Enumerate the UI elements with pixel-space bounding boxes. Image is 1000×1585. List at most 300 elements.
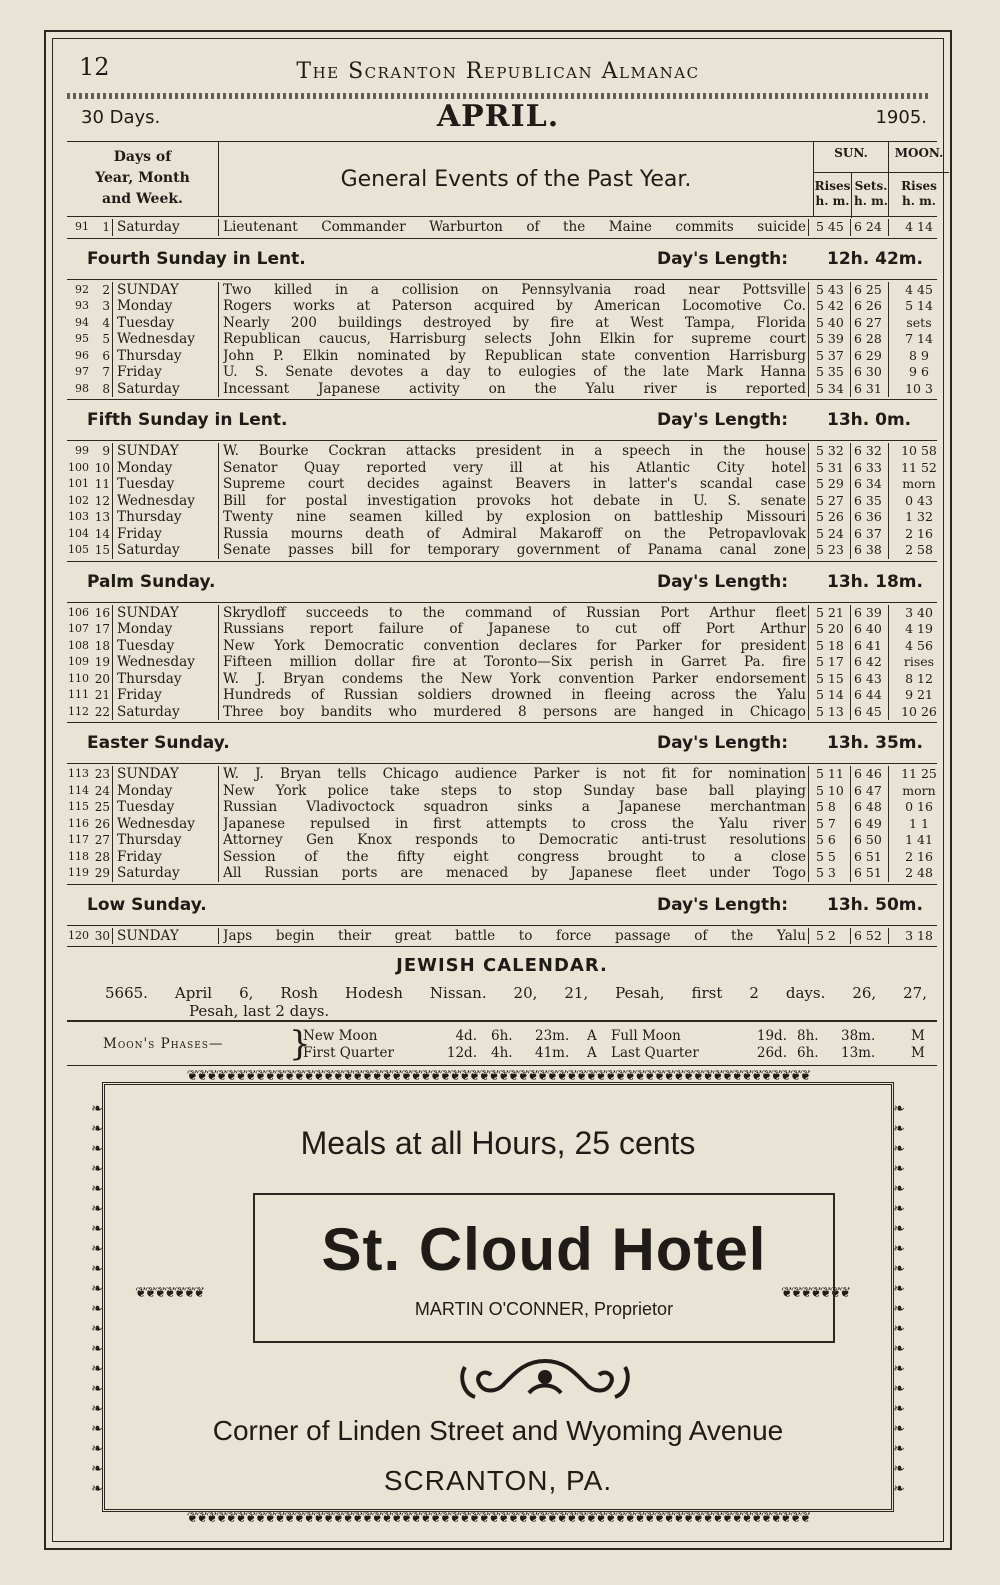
event-text: Two killed in a collision on Pennsylvania road near Pottsville <box>223 282 809 299</box>
calendar-row <box>67 783 937 800</box>
calendar-row <box>67 315 937 332</box>
weekday: Thursday <box>117 348 219 365</box>
weekday: Wednesday <box>117 816 219 833</box>
event-text: Twenty nine seamen killed by explosion on battleship Missouri <box>223 509 809 526</box>
day-of-year: 116 <box>68 816 89 830</box>
day-of-month: 24 <box>89 783 113 800</box>
hotel-name: St. Cloud Hotel <box>321 1216 767 1283</box>
day-of-month: 20 <box>89 671 113 688</box>
day-of-year: 103 <box>68 510 89 523</box>
almanac-page <box>44 30 952 1550</box>
calendar-row <box>67 687 937 704</box>
almanac-title: The Scranton Republican Almanac <box>296 59 700 84</box>
day-of-month: 2 <box>89 282 113 299</box>
weekday: Monday <box>117 298 219 315</box>
moon-rises: 2 48 <box>905 865 933 880</box>
moon-label: MOON. <box>894 146 944 160</box>
sun-rises: 5 8 <box>813 799 851 816</box>
day-length-label: Day's Length: <box>657 894 789 915</box>
sun-rises: 5 3 <box>813 865 851 882</box>
weekday: Tuesday <box>117 799 219 816</box>
moon-rises: 0 43 <box>905 492 933 508</box>
moon-phase-hours-left <box>491 1028 513 1062</box>
moon-phase-ampm-left <box>587 1028 597 1062</box>
day-of-year: 102 <box>68 493 89 507</box>
sun-sets: 6 52 <box>851 928 889 945</box>
weekday: Monday <box>117 621 219 638</box>
day-of-month: 8 <box>89 381 113 398</box>
days-header-line: Year, Month <box>95 170 190 186</box>
event-text: Lieutenant Commander Warburton of the Maine commits suicide <box>223 219 809 236</box>
calendar-row <box>67 348 937 365</box>
new-moon-minute: 23m. <box>535 1028 570 1044</box>
day-of-month: 15 <box>89 542 113 559</box>
sunday-heading <box>67 722 937 764</box>
calendar-row <box>67 476 937 493</box>
calendar-row <box>67 509 937 526</box>
event-text: Session of the fifty eight congress brought to a close <box>223 849 809 866</box>
sun-rises: 5 15 <box>813 671 851 688</box>
moon-column-header <box>889 142 949 216</box>
sun-rises: 5 40 <box>813 315 851 332</box>
days-header-line: and Week. <box>102 191 183 207</box>
sunday-name: Easter Sunday. <box>87 733 230 753</box>
moon-rises: 9 6 <box>909 364 929 379</box>
sun-label: SUN. <box>834 146 868 160</box>
month-line <box>53 97 943 141</box>
full-moon-hour: 8h. <box>797 1028 819 1044</box>
moon-rises: morn <box>902 782 936 798</box>
event-text: Skrydloff succeeds to the command of Russian Port Arthur fleet <box>223 605 809 622</box>
jewish-calendar-line: Pesah, last 2 days. <box>189 1002 330 1020</box>
scroll-ornament-icon <box>455 1353 635 1403</box>
day-of-month: 22 <box>89 704 113 721</box>
moon-rises: 1 41 <box>905 832 933 847</box>
day-of-year: 94 <box>75 315 89 329</box>
calendar-row <box>67 799 937 816</box>
proprietor-line: MARTIN O'CONNER, Proprietor <box>414 1299 674 1319</box>
sun-sets: 6 50 <box>851 832 889 849</box>
moon-phases <box>67 1020 937 1066</box>
sun-sets: 6 26 <box>851 298 889 315</box>
sunday-name: Fourth Sunday in Lent. <box>87 248 306 269</box>
sun-sets: 6 34 <box>851 476 889 493</box>
first-quarter-hour: 4h. <box>491 1045 513 1061</box>
event-text: Three boy bandits who murdered 8 persons are hanged in Chicago <box>223 704 809 721</box>
sun-sets: 6 25 <box>851 282 889 299</box>
calendar-row <box>67 331 937 348</box>
event-text: Russians report failure of Japanese to cut off Port Arthur <box>223 621 809 638</box>
last-quarter-ampm: M <box>911 1045 925 1061</box>
sun-rises: 5 17 <box>813 654 851 671</box>
day-of-year: 108 <box>68 638 89 652</box>
day-of-month: 14 <box>89 526 113 543</box>
brace-icon: } <box>289 1024 311 1064</box>
day-of-month: 16 <box>89 605 113 622</box>
weekday: Saturday <box>117 865 219 882</box>
sun-sets: 6 27 <box>851 315 889 332</box>
jewish-calendar <box>67 946 937 1020</box>
new-moon-day: 4d. <box>455 1028 477 1044</box>
last-quarter-minute: 13m. <box>841 1045 876 1061</box>
moon-rises: sets <box>906 314 932 330</box>
calendar-body <box>67 217 937 946</box>
moon-rises: 2 58 <box>905 542 933 557</box>
sun-rises: 5 10 <box>813 783 851 800</box>
event-text: All Russian ports are menaced by Japanese fleet under Togo <box>223 865 809 882</box>
day-of-year: 105 <box>68 543 89 556</box>
day-length-value: 13h. 50m. <box>827 894 923 915</box>
calendar-row <box>67 381 937 398</box>
weekday: Friday <box>117 526 219 543</box>
sets-units: h. m. <box>854 194 888 208</box>
moon-phases-label: Moon's Phases— <box>103 1036 224 1052</box>
day-length-value: 12h. 42m. <box>827 248 923 269</box>
day-of-year: 98 <box>75 381 89 395</box>
hotel-name-box <box>253 1193 835 1343</box>
moon-rises: 11 25 <box>901 766 937 781</box>
day-length-value: 13h. 0m. <box>827 410 912 430</box>
event-text: Russian Vladivoctock squadron sinks a Japanese merchantman <box>223 799 809 816</box>
sun-rises: 5 32 <box>813 443 851 460</box>
weekday: SUNDAY <box>117 766 219 783</box>
weekday: Wednesday <box>117 654 219 671</box>
rises-header <box>814 172 852 218</box>
sun-sets: 6 42 <box>851 654 889 671</box>
moon-rises: 4 14 <box>905 219 933 234</box>
day-of-month: 9 <box>89 443 113 460</box>
sun-rises: 5 2 <box>813 928 851 945</box>
day-of-year: 93 <box>75 299 89 312</box>
day-of-month: 28 <box>89 849 113 866</box>
moon-rises: 4 19 <box>905 621 933 636</box>
sun-sets: 6 51 <box>851 849 889 866</box>
moon-rises: 1 32 <box>905 509 933 524</box>
event-text: New York police take steps to stop Sunday base ball playing <box>223 783 809 800</box>
moon-phase-minutes-left <box>535 1028 569 1062</box>
sun-sets: 6 32 <box>851 443 889 460</box>
full-moon-minute: 38m. <box>841 1028 876 1044</box>
day-of-year: 118 <box>68 849 89 863</box>
jewish-calendar-text <box>105 984 927 1020</box>
sunday-heading <box>67 399 937 441</box>
days-header-line: Days of <box>113 149 172 165</box>
weekday: Thursday <box>117 671 219 688</box>
sun-sets: 6 36 <box>851 509 889 526</box>
calendar-row <box>67 816 937 833</box>
weekday: Thursday <box>117 832 219 849</box>
day-of-year: 117 <box>68 833 89 846</box>
week-rows <box>67 280 937 400</box>
sunday-name: Palm Sunday. <box>87 571 216 592</box>
sun-rises: 5 45 <box>813 219 851 236</box>
moon-rises: 10 58 <box>901 443 937 458</box>
event-text: New York Democratic convention declares for Parker for president <box>223 638 809 655</box>
week-rows <box>67 603 937 723</box>
week-rows <box>67 926 937 947</box>
moon-rises: 8 9 <box>909 347 929 363</box>
moon-phase-names-right <box>611 1028 699 1062</box>
running-head <box>63 49 933 89</box>
day-of-year: 107 <box>68 622 89 635</box>
weekday: Wednesday <box>117 331 219 348</box>
event-text: Rogers works at Paterson acquired by American Locomotive Co. <box>223 298 809 315</box>
day-of-year: 112 <box>68 704 89 718</box>
day-of-year: 106 <box>68 605 89 619</box>
day-of-month: 17 <box>89 621 113 638</box>
sun-rises: 5 42 <box>813 298 851 315</box>
sun-sets: 6 38 <box>851 542 889 559</box>
weekday: Saturday <box>117 219 219 236</box>
moon-rises: 2 16 <box>905 525 933 541</box>
moon-rises-units: h. m. <box>902 194 936 208</box>
day-of-year: 115 <box>68 800 89 813</box>
calendar-row <box>67 654 937 671</box>
weekday: SUNDAY <box>117 605 219 622</box>
last-quarter-name: Last Quarter <box>611 1045 699 1061</box>
sun-sets: 6 35 <box>851 493 889 510</box>
weekday: Tuesday <box>117 638 219 655</box>
event-text: W. J. Bryan condems the New York convention Parker endorsement <box>223 671 809 688</box>
sun-sets: 6 24 <box>851 219 889 236</box>
sun-rises: 5 7 <box>813 816 851 833</box>
calendar-row <box>67 443 937 460</box>
day-of-year: 92 <box>75 282 89 296</box>
event-text: Senator Quay reported very ill at his Atlantic City hotel <box>223 460 809 477</box>
weekday: SUNDAY <box>117 443 219 460</box>
jewish-calendar-line: 5665. April 6, Rosh Hodesh Nissan. 20, 21, Pesah, first 2 days. 26, 27, <box>105 984 927 1002</box>
moon-rises: 3 18 <box>905 927 933 943</box>
weekday: SUNDAY <box>117 282 219 299</box>
sun-sets: 6 37 <box>851 526 889 543</box>
event-text: Fifteen million dollar fire at Toronto—Six perish in Garret Pa. fire <box>223 654 809 671</box>
moon-rises: 5 14 <box>905 298 933 313</box>
days-count: 30 Days. <box>81 107 161 128</box>
moon-rises: 10 26 <box>901 703 937 719</box>
moon-rises: 4 56 <box>905 637 933 653</box>
sun-rises: 5 27 <box>813 493 851 510</box>
day-of-month: 7 <box>89 364 113 381</box>
moon-rises: 0 16 <box>905 799 933 814</box>
day-of-month: 10 <box>89 460 113 477</box>
sun-rises: 5 14 <box>813 687 851 704</box>
sun-rises: 5 11 <box>813 766 851 783</box>
sun-rises: 5 29 <box>813 476 851 493</box>
sunday-name: Fifth Sunday in Lent. <box>87 410 288 430</box>
day-length-value: 13h. 18m. <box>827 571 923 592</box>
first-quarter-ampm: A <box>587 1045 597 1061</box>
weekday: Saturday <box>117 542 219 559</box>
sun-column-header <box>813 142 889 216</box>
weekday: Friday <box>117 364 219 381</box>
meals-line: Meals at all Hours, 25 cents <box>300 1125 696 1161</box>
event-text: Hundreds of Russian soldiers drowned in fleeing across the Yalu <box>223 687 809 704</box>
events-column-header: General Events of the Past Year. <box>340 167 692 192</box>
last-quarter-hour: 6h. <box>797 1045 819 1061</box>
moon-rises: morn <box>902 476 936 491</box>
sun-rises: 5 13 <box>813 704 851 721</box>
day-length-label: Day's Length: <box>657 410 789 430</box>
sun-rises: 5 21 <box>813 605 851 622</box>
column-header <box>67 141 944 217</box>
event-text: Japs begin their great battle to force passage of the Yalu <box>223 928 809 945</box>
weekday: Saturday <box>117 381 219 398</box>
sun-rises: 5 37 <box>813 348 851 365</box>
day-of-year: 100 <box>68 460 89 474</box>
day-of-month: 12 <box>89 493 113 510</box>
day-of-year: 99 <box>75 444 89 457</box>
sun-sets: 6 30 <box>851 364 889 381</box>
sun-sets: 6 28 <box>851 331 889 348</box>
weekday: SUNDAY <box>117 928 219 945</box>
day-of-month: 18 <box>89 638 113 655</box>
day-of-month: 21 <box>89 687 113 704</box>
day-length-value: 13h. 35m. <box>827 733 923 753</box>
sun-sets: 6 44 <box>851 687 889 704</box>
jewish-calendar-title: JEWISH CALENDAR. <box>396 955 608 976</box>
calendar-row <box>67 849 937 866</box>
sun-sets: 6 39 <box>851 605 889 622</box>
sun-rises: 5 20 <box>813 621 851 638</box>
full-moon-name: Full Moon <box>611 1028 681 1044</box>
calendar-row <box>67 671 937 688</box>
day-of-month: 6 <box>89 348 113 365</box>
day-of-year: 91 <box>75 220 89 233</box>
sun-sets: 6 47 <box>851 783 889 800</box>
moon-rises-label: Rises <box>901 179 937 193</box>
weekday: Tuesday <box>117 476 219 493</box>
weekday: Friday <box>117 849 219 866</box>
vine-ornament-left: ❦❦❦❦❦❦❦ <box>135 1285 204 1301</box>
month-name: APRIL. <box>436 99 560 134</box>
calendar-row <box>67 832 937 849</box>
moon-rises: 1 1 <box>909 815 929 831</box>
event-text: Japanese repulsed in first attempts to cross the Yalu river <box>223 816 809 833</box>
event-text: Nearly 200 buildings destroyed by fire at West Tampa, Florida <box>223 315 809 332</box>
day-of-year: 114 <box>68 783 89 797</box>
new-moon-hour: 6h. <box>491 1028 513 1044</box>
day-of-month: 1 <box>89 219 113 236</box>
sun-rises: 5 26 <box>813 509 851 526</box>
day-of-year: 96 <box>75 348 89 362</box>
sun-sets: 6 51 <box>851 865 889 882</box>
calendar-row <box>67 493 937 510</box>
weekday: Monday <box>117 460 219 477</box>
weekday: Thursday <box>117 509 219 526</box>
vine-ornament-right: ❦❦❦❦❦❦❦ <box>781 1285 850 1301</box>
sun-rises: 5 23 <box>813 542 851 559</box>
day-of-year: 95 <box>75 332 89 345</box>
new-moon-name: New Moon <box>303 1028 378 1044</box>
rises-label: Rises <box>814 179 851 193</box>
event-text: Russia mourns death of Admiral Makaroff on the Petropavlovak <box>223 526 809 543</box>
moon-rises: 8 12 <box>905 670 933 686</box>
event-text: Incessant Japanese activity on the Yalu river is reported <box>223 381 809 398</box>
moon-rises: 10 3 <box>905 380 933 396</box>
sunday-heading <box>67 238 937 280</box>
moon-rises: 3 40 <box>905 604 933 620</box>
calendar-row <box>67 460 937 477</box>
sunday-heading <box>67 561 937 603</box>
last-quarter-day: 26d. <box>756 1045 787 1061</box>
day-of-year: 119 <box>68 866 89 879</box>
sun-sets: 6 49 <box>851 816 889 833</box>
sun-sets: 6 45 <box>851 704 889 721</box>
vine-border-top: ❦❦❦❦❦❦❦❦❦❦❦❦❦❦❦❦❦❦❦❦❦❦❦❦❦❦❦❦❦❦❦❦❦❦❦❦❦❦❦❦❦❦❦❦❦❦❦❦❦❦❦❦❦❦❦❦❦❦❦❦❦❦❦❦ <box>186 1069 810 1083</box>
sun-sets: 6 43 <box>851 671 889 688</box>
day-of-month: 26 <box>89 816 113 833</box>
sun-rises: 5 39 <box>813 331 851 348</box>
day-of-month: 4 <box>89 315 113 332</box>
first-quarter-day: 12d. <box>446 1045 477 1061</box>
day-of-month: 23 <box>89 766 113 783</box>
day-of-year: 113 <box>68 767 89 780</box>
calendar-row <box>67 638 937 655</box>
weekday: Friday <box>117 687 219 704</box>
week-rows <box>67 441 937 561</box>
page-number: 12 <box>79 53 110 81</box>
sun-rises: 5 6 <box>813 832 851 849</box>
calendar-row <box>67 364 937 381</box>
sets-label: Sets. <box>854 179 888 193</box>
moon-phase-days-right <box>747 1028 787 1062</box>
day-of-year: 104 <box>68 526 89 540</box>
weekday: Wednesday <box>117 493 219 510</box>
sun-sets: 6 46 <box>851 766 889 783</box>
day-length-label: Day's Length: <box>657 733 789 753</box>
calendar-row <box>67 526 937 543</box>
day-length-label: Day's Length: <box>657 248 789 269</box>
weekday: Monday <box>117 783 219 800</box>
sun-rises: 5 24 <box>813 526 851 543</box>
day-of-month: 19 <box>89 654 113 671</box>
days-column-header <box>67 142 219 216</box>
event-text: Bill for postal investigation provoks hot debate in U. S. senate <box>223 493 809 510</box>
sun-rises: 5 35 <box>813 364 851 381</box>
calendar-row <box>67 928 937 945</box>
day-of-month: 29 <box>89 865 113 882</box>
moon-rises: 11 52 <box>901 459 937 475</box>
moon-rises: 4 45 <box>905 281 933 297</box>
hotel-address: Corner of Linden Street and Wyoming Avenue <box>212 1415 784 1446</box>
calendar-row <box>67 282 937 299</box>
day-of-year: 109 <box>68 655 89 668</box>
week-rows <box>67 764 937 884</box>
moon-rises: 7 14 <box>905 331 933 346</box>
hotel-advertisement <box>91 1069 905 1525</box>
full-moon-ampm: M <box>911 1028 925 1044</box>
vine-border-bottom: ❦❦❦❦❦❦❦❦❦❦❦❦❦❦❦❦❦❦❦❦❦❦❦❦❦❦❦❦❦❦❦❦❦❦❦❦❦❦❦❦❦❦❦❦❦❦❦❦❦❦❦❦❦❦❦❦❦❦❦❦❦❦❦❦ <box>186 1511 810 1525</box>
calendar-row <box>67 621 937 638</box>
day-of-month: 13 <box>89 509 113 526</box>
sun-sets: 6 48 <box>851 799 889 816</box>
week-rows <box>67 217 937 238</box>
sun-rises: 5 18 <box>813 638 851 655</box>
day-of-year: 111 <box>68 688 89 701</box>
calendar-row <box>67 542 937 559</box>
moon-phase-ampm-right <box>911 1028 925 1062</box>
sun-rises: 5 31 <box>813 460 851 477</box>
event-text: Senate passes bill for temporary government of Panama canal zone <box>223 542 809 559</box>
day-of-month: 3 <box>89 298 113 315</box>
moon-rises: 2 16 <box>905 848 933 864</box>
full-moon-day: 19d. <box>756 1028 787 1044</box>
day-of-month: 11 <box>89 476 113 493</box>
vine-border-right: ❧ ❧ ❧ ❧ ❧ ❧ ❧ ❧ ❧ ❧ ❧ ❧ ❧ ❧ ❧ ❧ ❧ ❧ ❧ ❧ <box>893 1101 905 1495</box>
sun-sets: 6 41 <box>851 638 889 655</box>
day-of-month: 27 <box>89 832 113 849</box>
day-of-year: 97 <box>75 365 89 378</box>
